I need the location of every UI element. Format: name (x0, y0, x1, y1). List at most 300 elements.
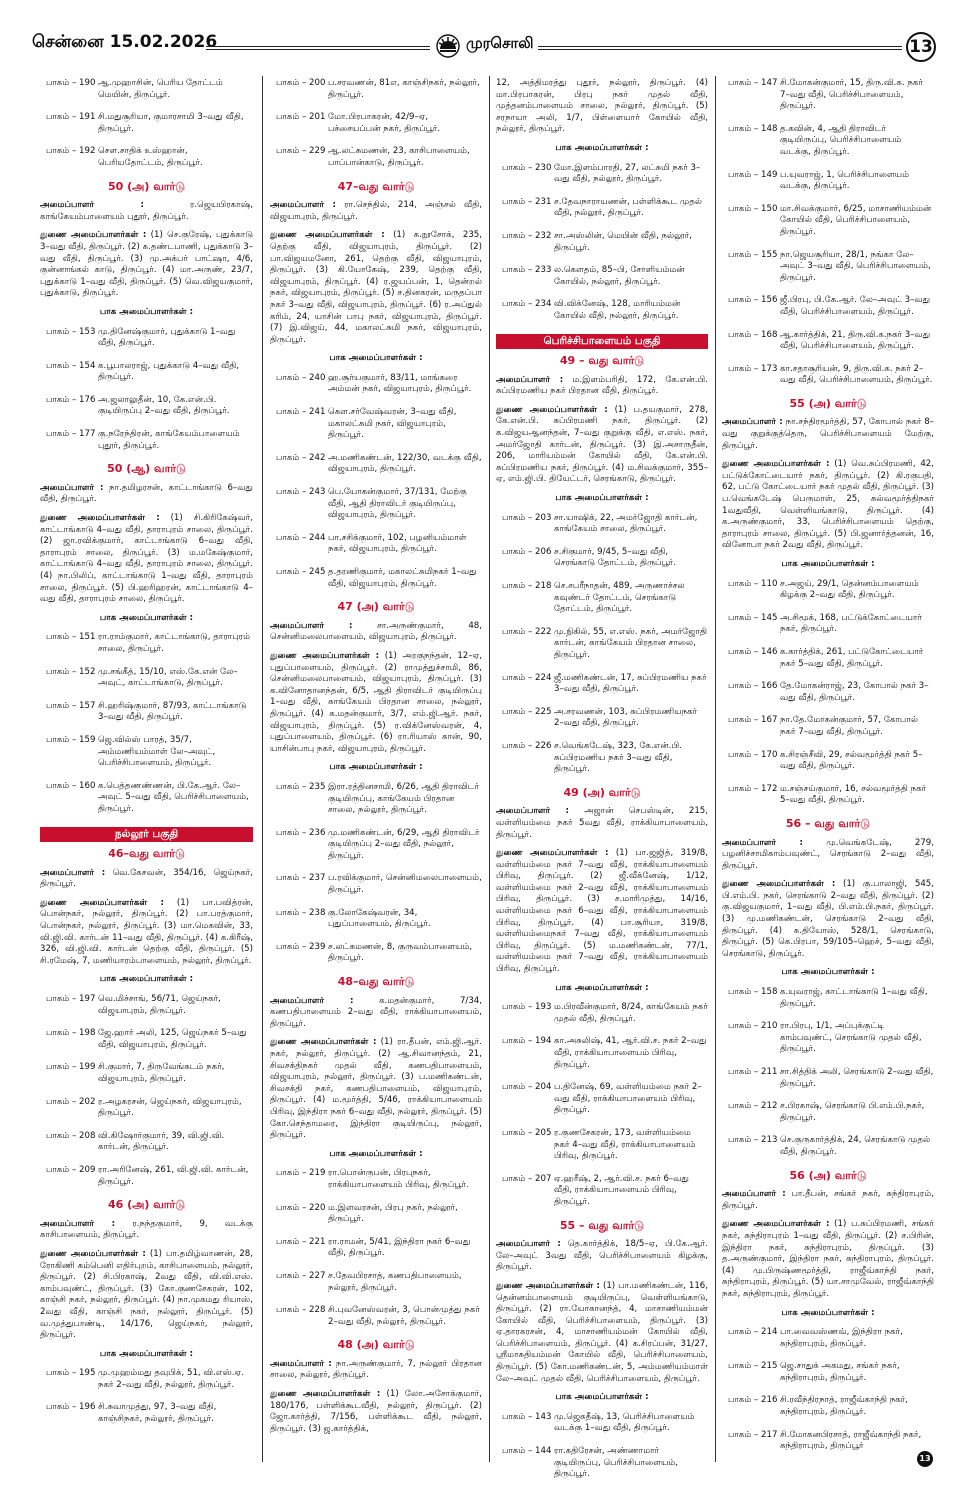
booth-entry (496, 513, 708, 536)
booth-organizer: சௌ.சாதிக் உஸ்ஹான், பெரியதோட்டம், திருப்பூர். (98, 146, 203, 168)
role-label: அமைப்பாளர் : (270, 620, 353, 631)
booth-entry (496, 1082, 708, 1117)
booth-organizer: ச.வெங்கடேஷ், 323, கே.என்.பி. சுப்பிரமணிய நகர் 3–வது வீதி, திருப்பூர். (554, 740, 682, 775)
booth-number: பாகம் – 193 (502, 1002, 552, 1013)
booth-number: பாகம் – 155 (728, 249, 778, 260)
text-column-2 (270, 78, 482, 1456)
organizer-paragraph (270, 651, 482, 755)
booth-organizer: சி.குமார், 7, திருவேங்கடம் நகர், விஜயாபுரம், திருப்பூர். (98, 1062, 225, 1084)
booth-organizer: த.தரணிகுமார், மகாலட்சுமிநகர் 1–வது வீதி, விஜயாபுரம், திருப்பூர். (328, 567, 477, 589)
booth-organizer: பா.சசிக்குமார், 102, பழனியம்மாள் நகர், விஜயாபுரம், திருப்பூர். (328, 532, 467, 555)
booth-entry (496, 581, 708, 616)
ward-heading: 56 (அ) வார்டு (789, 1168, 867, 1182)
booth-organizer: ப.சரவணன், 81எ, காஞ்சிநகர், நல்லூர், திருப்பூர். (328, 78, 480, 100)
organizer-details: சா.அருண்குமார், 48, சென்னிமலைபாளையம், விஜயாபுரம், திருப்பூர். (270, 620, 482, 643)
organizer-paragraph (270, 1359, 482, 1382)
ward-heading: 46 (அ) வார்டு (107, 1198, 186, 1212)
role-label: அமைப்பாளர் : (270, 1358, 332, 1369)
booth-number: பாகம் – 230 (502, 162, 552, 173)
text-column-1 (40, 78, 253, 1456)
booth-number: பாகம் – 154 (46, 360, 96, 371)
column-divider (489, 76, 490, 1462)
organizer-paragraph (496, 375, 708, 398)
booth-entry (40, 395, 253, 418)
booth-organizer: அ.சிமூக், 168, பட்டுக்கோட்டையார் நகர், திருப்பூர். (780, 612, 923, 635)
role-label: அமைப்பாளர் : (496, 1239, 561, 1250)
booth-number: பாகம் – 192 (46, 146, 96, 157)
booth-number: பாகம் – 212 (728, 1101, 778, 1112)
booth-number: பாகம் – 177 (46, 429, 96, 440)
booth-entry (722, 681, 934, 704)
organizer-details: (1) சி.கிரிகேஷ்வர், காட்டாங்காடு 4–வது வீதி, தாராபுரம் சாலை, திருப்பூர். (2) ஜா.ரவிக்குமார், காட்டாங்காடு 6–வது வீதி, தாராபுரம் சாலை, திருப்பூர். (3) ம.மகேஷ்குமார், காட்டாங்காடு 4–வது வீதி, தாராபுரம் சாலை, திருப்பூர். (4) நா.பிலிப், காட்டாங்காடு 1–வது வீதி, தாராபுரம் சாலை, திருப்பூர். (5) பி.ஹரிஹரன், காட்டாங்காடு 4–வது வீதி, தாராபுரம் சாலை, திருப்பூர். (40, 513, 253, 605)
role-label: அமைப்பாளர் : (40, 200, 144, 211)
role-label: துணை அமைப்பாளர்கள் : (496, 1280, 600, 1291)
booth-entry (722, 78, 934, 113)
organizer-paragraph (496, 1281, 708, 1385)
booth-organizer: ஜீ.மணிகண்டன், 17, சுப்பிரமணிய நகர் 3–வது வீதி, திருப்பூர். (554, 672, 707, 695)
booth-number: பாகம் – 221 (276, 1236, 326, 1247)
booth-organizer: ச.சிகுமார், 9/45, 5–வது வீதி, செரங்காடு தோட்டம், திருப்பூர். (554, 546, 676, 569)
booth-entry (496, 673, 708, 696)
booth-entry (270, 1237, 482, 1260)
edition-date: சென்னை 15.02.2026 (32, 32, 218, 52)
booth-number: பாகம் – 198 (46, 1028, 96, 1039)
booth-entry (270, 78, 482, 101)
ward-heading: 47 (அ) வார்டு (337, 600, 415, 614)
organizer-details: (1) க.நூசோக், 235, தெற்கு வீதி, விஜயாபுரம், திருப்பூர். (2) பா.விஜயமனோ, 261, தெற்கு வீதி, விஜயாபுரம், திருப்பூர். (3) கி.யோகேஷ், 239, தெற்கு வீதி, விஜயாபுரம், திருப்பூர். (4) ர.ஜயப்பன், 1, தென்றல் நகர், விஜயாபுரம், திருப்பூர். (5) ச.தினகரன், மருதப்பா நகர் 3–வது வீதி, விஜயாபுரம், திருப்பூர். (6) ர.அப்துல் கரிம், 24, யாசின் பாபு நகர், விஜயாபுரம், திருப்பூர். (7) இ.விஜய், 44, மகாலட்சுமி நகர், விஜயாபுரம், திருப்பூர். (270, 230, 482, 345)
organizer-details: ரா.செந்தில், 214, அஞ்சல் வீதி, விஜயாபுரம், திருப்பூர். (270, 200, 483, 222)
column-divider (715, 76, 716, 1462)
booth-entry (722, 170, 934, 193)
text-column-3 (496, 78, 709, 1480)
booth-entry (270, 1203, 482, 1226)
booth-entry (40, 112, 253, 135)
booth-number: பாகம் – 231 (502, 196, 552, 207)
booth-number: பாகம் – 222 (502, 626, 552, 637)
organizer-details: (1) கு.பாலாஜி, 545, பி.எம்.பி. நகர், செரங்காடு 2–வது வீதி, திருப்பூர். (2) கு.விஜயகுமார், 1–வது வீதி, பி.எம்.பி.நகர், திருப்பூர். (3) மு.மணிகண்டன், செரங்காடு 2–வது வீதி, திருப்பூர். (4) க.தியோஸ், 528/1, செரங்காடு, திருப்பூர். (5) கெ.பிரபா, 59/105–ஹெச், 5–வது வீதி, செரங்காடு, திருப்பூர். (722, 879, 934, 959)
section-subheading: பாக அமைப்பாளர்கள் : (555, 493, 649, 504)
booth-organizer: சி.மோகன்குமார், 15, திரு.வி.க. நகர் 7–வது வீதி, பெரிச்சிபாளையம், திருப்பூர். (780, 78, 923, 112)
booth-organizer: ல.கௌதம், 85–பி, சோளியம்மன் கோயில், நல்லூர், திருப்பூர். (554, 265, 685, 287)
booth-number: பாகம் – 229 (276, 146, 326, 157)
booth-entry (270, 908, 482, 931)
booth-entry (722, 613, 934, 636)
booth-entry (496, 627, 708, 662)
booth-number: பாகம் – 210 (728, 1021, 778, 1032)
booth-entry (270, 1271, 482, 1294)
booth-organizer: ப.ரவிக்குமார், சென்னிமலைபாளையம், திருப்பூர். (328, 873, 482, 896)
ward-heading: 46–வது வார்டு (108, 847, 185, 861)
role-label: துணை அமைப்பாளர்கள் : (270, 1037, 377, 1048)
booth-organizer: கு.லோகேஷ்வரன், 34, புதுப்பாளையம், திருப்பூர். (328, 907, 431, 930)
booth-number: பாகம் – 159 (46, 734, 96, 745)
booth-number: பாகம் – 194 (502, 1036, 552, 1047)
booth-entry (722, 715, 934, 738)
booth-organizer: க.பூபாலராஜ், புதுக்காடு 4–வது வீதி, திருப்பூர். (98, 360, 239, 383)
booth-entry (722, 647, 934, 670)
booth-entry (496, 741, 708, 776)
organizer-details: ம.இளம்பரிதி, 172, கே.என்.பி. சுப்பிரமணிய நகர் பிரதான வீதி, திருப்பூர். (496, 374, 708, 397)
booth-organizer: மு.ஜெகதீஷ், 13, பெரிச்சிபாளையம் வடக்கு 1–வது வீதி, திருப்பூர். (554, 1411, 695, 1434)
organizer-paragraph (722, 1219, 934, 1300)
organizer-paragraph (40, 200, 253, 223)
organizer-paragraph (722, 838, 934, 873)
booth-organizer: ச.தேவநாராயணன், பள்ளிக்கூட முதல் வீதி, நல்லூர், திருப்பூர். (554, 196, 703, 219)
booth-entry (722, 1067, 934, 1090)
booth-number: பாகம் – 166 (728, 681, 778, 692)
booth-organizer: ச.பிரகாஷ், செரங்காடு பி.எம்.பி.நகர், திருப்பூர். (780, 1101, 925, 1123)
booth-number: பாகம் – 244 (276, 532, 326, 543)
booth-number: பாகம் – 233 (502, 265, 552, 276)
organizer-paragraph (270, 230, 482, 346)
booth-entry (40, 78, 253, 101)
booth-organizer: ரா.கதிரேசன், அண்ணாமார் குடியிருப்பு, பெரிச்சிபாளையம், திருப்பூர். (554, 1446, 679, 1480)
booth-organizer: மு.மணிகண்டன், 6/29, ஆதி திராவிடர் குடியிருப்பு 2–வது வீதி, நல்லூர், திருப்பூர். (328, 827, 480, 861)
organizer-paragraph (40, 483, 253, 506)
booth-number: பாகம் – 237 (276, 873, 326, 884)
booth-number: பாகம் – 208 (46, 1130, 96, 1141)
booth-number: பாகம் – 150 (728, 203, 778, 214)
organizer-details: (1) ப.சுப்பிரமணி, சங்கர் நகர், சுந்திராபுரம் 1–வது வீதி, திருப்பூர். (2) ச.பிரின், இந்திரா நகர், சுந்திராபுரம், திருப்பூர். (3) த.அருண்குமார், இந்திரா நகர், சுந்திராபுரம், திருப்பூர். (4) மு.பிருஷ்ணமூர்த்தி, ராஜீவ்காந்தி நகர், சுந்திராபுரம், திருப்பூர். (5) யா.சாமுவேல், ராஜீவ்காந்தி நகர், சுந்திராபுரம், திருப்பூர். (722, 1219, 934, 1299)
booth-number: பாகம் – 240 (276, 372, 326, 383)
booth-organizer: மோ.இளம்பாரதி, 27, லட்சுமி நகர் 3–வது வீதி, நல்லூர், திருப்பூர். (554, 162, 701, 185)
booth-number: பாகம் – 241 (276, 407, 326, 418)
booth-organizer: ஏ.ஹரீஷ், 2, ஆர்.வி.ச. நகர் 6–வது வீதி, ராக்கியாபாளையம் பிரிவு, திருப்பூர். (554, 1173, 689, 1207)
booth-organizer: ரா.ராமன், 5/41, இந்திரா நகர் 6–வது வீதி, திருப்பூர். (328, 1236, 471, 1259)
booth-entry (270, 112, 482, 135)
masthead-rule-left (206, 46, 430, 50)
booth-entry (496, 299, 708, 322)
booth-number: பாகம் – 204 (502, 1082, 552, 1093)
role-label: அமைப்பாளர் : (40, 482, 104, 493)
booth-entry (270, 567, 482, 590)
booth-organizer: ர.குணசேகரன், 173, வள்ளியம்மை நகர் 4–வது வீதி, ராக்கியாபாளையம் பிரிவு, திருப்பூர். (554, 1127, 696, 1162)
booth-entry (722, 1395, 934, 1418)
ward-heading: 47–வது வார்டு (337, 179, 415, 193)
organizer-paragraph (270, 996, 482, 1031)
booth-organizer: த.கவின், 4, ஆதி திராவிடர் குடியிருப்பு, பெரிச்சிபாளையம் வடக்கு, திருப்பூர். (780, 123, 902, 157)
organizer-paragraph (270, 1389, 482, 1435)
organizer-paragraph (270, 1037, 482, 1141)
booth-entry (270, 873, 482, 896)
booth-organizer: சா.சித்திக் அலி, செரங்காடு 2–வது வீதி, திருப்பூர். (780, 1067, 934, 1089)
booth-organizer: செ.சபரீநாதன், 489, அருணாச்சல கவுண்டர் தோட்டம், செரங்காடு தோட்டம், திருப்பூர். (554, 581, 685, 615)
booth-entry (496, 163, 708, 186)
booth-number: பாகம் – 146 (728, 646, 778, 657)
section-subheading: பாக அமைப்பாளர்கள் : (99, 1348, 194, 1359)
booth-organizer: ம.இளவரசன், பிரபு நகர், நல்லூர், திருப்பூர். (328, 1202, 458, 1225)
role-label: துணை அமைப்பாளர்கள் : (496, 848, 609, 859)
booth-entry (722, 330, 934, 353)
booth-number: பாகம் – 214 (728, 1327, 778, 1338)
booth-organizer: வி.கிஷோர்குமார், 39, வி.ஜி.வி. கார்டன், திருப்பூர். (98, 1130, 225, 1153)
booth-entry (40, 1097, 253, 1120)
booth-organizer: கு.நரேந்திரன், காங்கேயம்பாளையம் புதூர், திருப்பூர். (98, 429, 240, 451)
booth-number: பாகம் – 224 (502, 672, 552, 683)
booth-number: பாகம் – 156 (728, 295, 778, 306)
booth-number: பாகம் – 173 (728, 363, 778, 374)
booth-organizer: ஆ.முஹாசின், பெரிய தோட்டம் மெயின், திருப்பூர். (98, 78, 223, 100)
booth-number: பாகம் – 232 (502, 230, 552, 241)
booth-organizer: பா.வைவஸ்ணவ், இந்திரா நகர், சுந்திராபுரம், திருப்பூர். (780, 1327, 903, 1349)
booth-entry (722, 1021, 934, 1056)
organizer-details: நா.சந்திரமூர்த்தி, 57, கோபால் நகர் 8–வது குறுக்குத்தெரு, பெரிச்சிபாளையம் மேற்கு, திருப்பூர். (722, 417, 934, 451)
booth-number: பாகம் – 218 (502, 581, 552, 591)
role-label: அமைப்பாளர் : (722, 1189, 786, 1200)
booth-number: பாகம் – 213 (728, 1135, 778, 1146)
booth-organizer: ரா.அரினேஷ், 261, வி.ஜி.வி. கார்டன், திருப்பூர். (98, 1164, 249, 1187)
booth-organizer: வெ.மிச்சாங், 56/71, ஜெய்நகர், விஜயாபுரம், திருப்பூர். (98, 994, 221, 1016)
booth-number: பாகம் – 196 (46, 1402, 96, 1413)
booth-entry (270, 828, 482, 863)
rising-sun-logo-icon (436, 34, 460, 58)
booth-number: பாகம் – 225 (502, 706, 552, 717)
booth-number: பாகம் – 152 (46, 666, 96, 677)
organizer-details: (1) லோ.அசோக்குமார், 180/176, பள்ளிக்கூடவீதி, நல்லூர், திருப்பூர். (2) ஜோ.கார்த்தி, 7/156, பள்ளிக்கூட வீதி, நல்லூர், திருப்பூர். (3) ஜ.கார்த்திக், (270, 1389, 482, 1434)
role-label: துணை அமைப்பாளர்கள் : (270, 1389, 381, 1400)
booth-entry (40, 327, 253, 350)
ward-heading: 49 – வது வார்டு (559, 354, 645, 368)
booth-number: பாகம் – 167 (728, 715, 778, 726)
section-subheading: பாக அமைப்பாளர்கள் : (555, 142, 649, 153)
booth-entry (40, 1131, 253, 1154)
booth-number: பாகம் – 239 (276, 941, 326, 952)
booth-entry (40, 146, 253, 169)
booth-organizer: சி.சுவாமுத்து, 97, 3–வது வீதி, காஞ்சிநகர், நல்லூர், திருப்பூர். (98, 1402, 217, 1425)
booth-organizer: ச.தேவபிரசாத், கணபதிபாளையம், நல்லூர், திருப்பூர். (328, 1270, 462, 1293)
booth-entry (496, 197, 708, 220)
ward-heading: 55 – வது வார்டு (559, 1218, 645, 1232)
booth-number: பாகம் – 176 (46, 394, 96, 405)
footer-page-number: 13 (917, 1451, 933, 1467)
section-subheading: பாக அமைப்பாளர்கள் : (99, 306, 194, 317)
booth-entry (496, 1002, 708, 1025)
booth-number: பாகம் – 209 (46, 1164, 96, 1175)
booth-organizer: கௌ.சர்வேஷ்வரன், 3–வது வீதி, மகாலட்சுமி நகர், விஜயாபுரம், திருப்பூர். (328, 407, 457, 441)
organizer-paragraph (722, 417, 934, 452)
booth-number: பாகம் – 197 (46, 994, 96, 1005)
booth-number: பாகம் – 219 (276, 1168, 326, 1179)
organizer-details: தெ.கார்த்திக், 18/5–ஏ, பி.கே.ஆர். லே–அவுட் 3வது வீதி, பெரிச்சிபாளையம் கிழக்கு, திருப்பூர். (496, 1239, 708, 1273)
organizer-paragraph (722, 459, 934, 552)
booth-organizer: ம.பிரவீன்குமார், 8/24, காங்கேயம் நகர் முதல் வீதி, திருப்பூர். (554, 1002, 708, 1024)
booth-entry (496, 1128, 708, 1163)
booth-entry (722, 1361, 934, 1384)
booth-organizer: நா.தே.மோகன்குமார், 57, கோபால் நகர் 7–வது வீதி, திருப்பூர். (780, 715, 918, 737)
masthead-rule-right (538, 46, 902, 50)
booth-entry (270, 146, 482, 169)
organizer-paragraph (722, 1189, 934, 1212)
booth-organizer: மா.சிவக்குமார், 6/25, மாசாணியம்மன் கோயில் வீதி, பெரிச்சிபாளையம், திருப்பூர். (780, 203, 932, 237)
booth-entry (270, 407, 482, 442)
booth-number: பாகம் – 207 (502, 1173, 552, 1184)
organizer-paragraph (40, 230, 253, 300)
booth-entry (496, 1036, 708, 1071)
booth-organizer: ஜெ.வில்ஸ் பாரத், 35/7, அம்மணியம்மாள் லே–அவுட், பெரிச்சிபாளையம், திருப்பூர். (98, 734, 216, 769)
organizer-details: நா.தமிழரசன், காட்டாங்காடு 6–வது வீதி, திருப்பூர். (40, 482, 253, 505)
booth-number: பாகம் – 206 (502, 546, 552, 557)
organizer-paragraph (496, 78, 708, 136)
organizer-paragraph (496, 848, 708, 976)
booth-entry (270, 1305, 482, 1328)
booth-number: பாகம் – 110 (728, 578, 778, 589)
organizer-details: (1) ப.தயகுமார், 278, கே.என்.பி. சுப்பிரமணி நகர், திருப்பூர். (2) க.விஜயஆனந்தன், 7–வது குறுக்கு வீதி, எ.எஸ். நகர், அமர்ஜோதி கார்டன், திருப்பூர். (3) இ.அசாருதீன், 206, மாரியம்மன் கோயில் வீதி, கே.என்.பி. சுப்பிரமணிய நகர், திருப்பூர். (4) ம.சிவக்குமார், 355–ஏ, எம்.ஜி.பி. தியேட்டர், செரங்காடு, திருப்பூர். (496, 404, 708, 485)
booth-number: பாகம் – 217 (728, 1429, 778, 1440)
organizer-details: மு.வெங்கடேஷ், 279, பழனிச்சாமிகாம்பவுண்ட், செரங்காடு 2–வது வீதி, திருப்பூர். (722, 837, 934, 871)
booth-entry (496, 231, 708, 254)
booth-entry (722, 204, 934, 239)
organizer-paragraph (40, 898, 253, 968)
organizer-paragraph (496, 405, 708, 486)
booth-entry (40, 667, 253, 690)
section-subheading: பாக அமைப்பாளர்கள் : (99, 612, 194, 623)
booth-entry (496, 265, 708, 288)
newspaper-name: முரசொலி (466, 34, 534, 52)
booth-organizer: ரா.பொன்ருபன், பிரபுநகர், ராக்கியாபாளையம் பிரிவு, திருப்பூர். (328, 1168, 469, 1190)
organizer-details: நா.அருண்குமார், 7, நல்லூர் பிரதான சாலை, நல்லூர், திருப்பூர். (270, 1358, 482, 1381)
booth-organizer: மு.சங்கீத், 15/10, எஸ்.கே.என் லே–அவுட், காட்டாங்காடு, திருப்பூர். (98, 666, 238, 689)
text-column-4 (722, 78, 934, 1456)
organizer-paragraph (40, 1219, 253, 1242)
booth-organizer: ஆ.கார்த்திக், 21, திரு.வி.க.நகர் 3–வது வீதி, பெரிச்சிபாளையம், திருப்பூர். (780, 329, 931, 352)
booth-organizer: ச.அஜய், 29/1, தென்னம்பாளையம் கிழக்கு 2–வது வீதி, திருப்பூர். (780, 578, 919, 601)
masthead (0, 0, 972, 66)
section-subheading: பாக அமைப்பாளர்கள் : (99, 974, 194, 985)
booth-number: பாகம் – 170 (728, 749, 778, 760)
booth-number: பாகம் – 157 (46, 700, 96, 711)
booth-organizer: ரா.ராம்குமார், காட்டாங்காடு, தாராபுரம் சாலை, திருப்பூர். (98, 632, 251, 654)
booth-organizer: ர.அழகரசன், ஜெய்நகர், விஜயாபுரம், திருப்பூர். (98, 1096, 242, 1119)
booth-entry (722, 784, 934, 807)
booth-number: பாகம் – 151 (46, 632, 96, 643)
booth-entry (722, 987, 934, 1010)
booth-organizer: க.சிரஞ்சீவி, 29, சல்வமூர்த்தி நகர் 5–வது வீதி, திருப்பூர். (780, 749, 923, 772)
booth-number: பாகம் – 215 (728, 1361, 778, 1372)
organizer-details: (1) பா.தமிழ்வாணன், 28, ரோகிணி கம்பெனி எதிர்புறம், காசிபாளையம், நல்லூர், திருப்பூர். (2) சி.பிரகாஷ், 2வது வீதி, வி.வி.எஸ். காம்பவுண்ட், திருப்பூர். (3) கோ.குணசேகரன், 102, காஞ்சி நகர், நல்லூர், திருப்பூர். (4) நா.முகமது ரியாஸ், 2வது வீதி, காஞ்சி நகர், நல்லூர், திருப்பூர். (5) வ.முத்துபாண்டி, 14/176, ஜெய்நகர், நல்லூர், திருப்பூர். (40, 1248, 253, 1341)
booth-entry (270, 533, 482, 556)
ward-heading: 55 (அ) வார்டு (789, 396, 867, 410)
booth-organizer: அ.மணிகண்டன், 122/30, வடக்கு வீதி, விஜயாபுரம், திருப்பூர். (328, 452, 482, 475)
organizer-details: பா.தீபன், சங்கர் நகர், சுந்திராபுரம், திருப்பூர். (722, 1189, 934, 1211)
booth-number: பாகம் – 143 (502, 1411, 552, 1422)
region-heading: நல்லூர் பகுதி (40, 827, 253, 843)
booth-entry (40, 735, 253, 770)
section-subheading: பாக அமைப்பாளர்கள் : (555, 982, 649, 993)
booth-entry (40, 1165, 253, 1188)
organizer-details: (1) பா.ஜஜித், 319/8, வள்ளியம்மை நகர் 7–வது வீதி, ராக்கியாபாளையம் பிரிவு, திருப்பூர். (2) ஜீ.வீக்னேஷ், 1/12, வள்ளியம்மை நகர் 2–வது வீதி, ராக்கியாபாளையம் பிரிவு, திருப்பூர். (3) ச.மாரிமுத்து, 14/16, வள்ளியம்மை நகர் 6–வது வீதி, ராக்கியாபாளையம் பிரிவு, திருப்பூர். (4) பா.சூரியா, 319/8, வள்ளியம்மைநகர் 7–வது வீதி, ராக்கியாபாளையம் பிரிவு, திருப்பூர். (5) ம.மணிகண்டன், 77/1, வள்ளியம்மை நகர் 7–வது வீதி, ராக்கியாபாளையம் பிரிவு, திருப்பூர். (496, 848, 708, 975)
booth-number: பாகம் – 147 (728, 78, 778, 88)
booth-entry (270, 373, 482, 396)
booth-organizer: ஆ.லட்சுமணன், 23, காசிபாளையம், பாப்பான்காடு, திருப்பூர். (328, 146, 470, 168)
booth-entry (270, 487, 482, 522)
role-label: அமைப்பாளர் : (40, 1218, 116, 1229)
booth-entry (40, 701, 253, 724)
booth-entry (722, 124, 934, 159)
booth-number: பாகம் – 211 (728, 1067, 778, 1077)
organizer-details: (1) செ.குரேஷ், புதுக்காடு 3–வது வீதி, திருப்பூர். (2) க.தண்டபாணி, புதுக்காடு 3–வது வீதி, திருப்பூர். (3) மு.அக்பர் பாட்ஷா, 4/6, குன்னாங்கல் காடு, திருப்பூர். (4) மா.அருண், 23/7, புதுக்காடு 1–வது வீதி, திருப்பூர். (5) வெ.விஜயகுமார், புதுக்காடு, திருப்பூர். (40, 230, 253, 299)
booth-number: பாகம் – 203 (502, 512, 552, 523)
section-subheading: பாக அமைப்பாளர்கள் : (781, 1307, 875, 1318)
role-label: துணை அமைப்பாளர்கள் : (722, 879, 836, 890)
booth-number: பாகம் – 201 (276, 112, 326, 123)
ward-heading: 49 (அ) வார்டு (563, 785, 641, 799)
booth-organizer: ஜீ.பிரபு, பி.கே.ஆர். லே–அவுட் 3–வது வீதி, பெரிச்சிபாளையம், திருப்பூர். (780, 295, 931, 317)
booth-organizer: சா.அஸ்லின், மெயின் வீதி, நல்லூர், திருப்பூர். (554, 230, 692, 253)
role-label: துணை அமைப்பாளர்கள் : (40, 513, 160, 524)
section-subheading: பாக அமைப்பாளர்கள் : (555, 1392, 649, 1403)
booth-number: பாகம் – 158 (728, 987, 778, 998)
role-label: துணை அமைப்பாளர்கள் : (40, 897, 164, 908)
booth-number: பாகம் – 205 (502, 1127, 552, 1138)
booth-number: பாகம் – 242 (276, 452, 326, 463)
booth-entry (270, 453, 482, 476)
column-divider (262, 76, 263, 1462)
booth-number: பாகம் – 243 (276, 487, 326, 498)
booth-number: பாகம் – 199 (46, 1062, 96, 1073)
booth-number: பாகம் – 195 (46, 1368, 96, 1379)
region-heading: பெரிச்சிபாளையம் பகுதி (496, 334, 708, 350)
booth-number: பாகம் – 227 (276, 1270, 326, 1281)
booth-organizer: ப.யுவராஜ், 1, பெரிச்சிபாளையம் வடக்கு, திருப்பூர். (780, 169, 910, 192)
role-label: துணை அமைப்பாளர்கள் : (270, 230, 385, 241)
organizer-paragraph (722, 879, 934, 960)
organizer-details: ர.ஜெயபிரகாஷ், காங்கேயம்பாளையம் புதூர், திருப்பூர். (40, 200, 253, 222)
booth-organizer: பெ.யோகன்குமார், 37/131, மேற்கு வீதி, ஆதி திராவிடர் குடியிருப்பு, விஜயாபுரம், திருப்பூர். (328, 487, 467, 521)
booth-organizer: மோ.பிரபாகரன், 42/9–ஏ, பச்சையப்பன் நகர், திருப்பூர். (328, 112, 441, 134)
booth-entry (40, 632, 253, 655)
booth-organizer: ஜே.ஹார் அலி, 125, ஜெய்நகர் 5–வது வீதி, விஜயாபுரம், திருப்பூர். (98, 1028, 247, 1050)
booth-organizer: ஹ.சூர்யகுமார், 83/11, மாங்கரை அம்மன் நகர், விஜயாபுரம், திருப்பூர். (328, 372, 472, 395)
booth-entry (722, 1327, 934, 1350)
booth-organizer: க.கார்த்திக், 261, பட்டுகோட்டையார் நகர் 5–வது வீதி, திருப்பூர். (780, 646, 924, 669)
booth-entry (722, 295, 934, 318)
booth-entry (722, 1430, 934, 1453)
booth-number: பாகம் – 153 (46, 326, 96, 337)
booth-number: பாகம் – 191 (46, 112, 96, 123)
booth-entry (270, 1168, 482, 1191)
booth-entry (722, 1101, 934, 1124)
booth-organizer: கா.சதாசூரியன், 9, திரு.வி.க. நகர் 2–வது வீதி, பெரிச்சிபாளையம், திருப்பூர். (780, 363, 933, 386)
booth-entry (40, 361, 253, 384)
booth-entry (722, 750, 934, 773)
booth-number: பாகம் – 236 (276, 827, 326, 838)
organizer-details: ர.நந்தகுமார், 9, வடக்கு காசிபாளையம், திருப்பூர். (40, 1218, 253, 1241)
booth-number: பாகம் – 220 (276, 1202, 326, 1213)
booth-number: பாகம் – 245 (276, 567, 326, 577)
booth-entry (722, 579, 934, 602)
booth-organizer: ம.சஞ்சய்குமார், 16, சல்வமூர்த்தி நகர் 5–வது வீதி, திருப்பூர். (780, 783, 927, 806)
organizer-paragraph (40, 1249, 253, 1342)
booth-organizer: ச.லட்சுமணன், 8, குருவம்பாளையம், திருப்பூர். (328, 941, 473, 964)
booth-organizer: மு.தினேஷ்குமார், புதுக்காடு 1–வது வீதி, திருப்பூர். (98, 326, 236, 349)
booth-entry (496, 707, 708, 730)
booth-number: பாகம் – 172 (728, 783, 778, 794)
booth-organizer: ப.தினேஷ், 69, வள்ளியம்மை நகர் 2–வது வீதி, ராக்கியாபாளையம் பிரிவு, திருப்பூர். (554, 1082, 702, 1116)
booth-entry (722, 364, 934, 387)
booth-organizer: ஜெ.சாதுக் அகமது, சங்கர் நகர், சுந்திராபுரம், திருப்பூர். (780, 1361, 900, 1383)
organizer-paragraph (270, 621, 482, 644)
role-label: அமைப்பாளர் : (496, 374, 564, 385)
booth-organizer: சி.புவனேஸ்வரன், 3, பொன்முத்து நகர் 2–வது வீதி, நல்லூர், திருப்பூர். (328, 1305, 480, 1327)
organizer-paragraph (40, 513, 253, 606)
booth-organizer: கா.அசுலிஷ், 41, ஆர்.வி.ச. நகர் 2–வது வீதி, ராக்கியாபாளையம் பிரிவு, திருப்பூர். (554, 1036, 707, 1070)
booth-number: பாகம் – 216 (728, 1395, 778, 1406)
booth-number: பாகம் – 234 (502, 299, 552, 310)
booth-organizer: செ.குருகார்த்திக், 24, செரங்காடு முதல் வீதி, திருப்பூர். (780, 1135, 931, 1157)
organizer-paragraph (40, 868, 253, 891)
booth-entry (40, 1368, 253, 1391)
booth-entry (40, 994, 253, 1017)
